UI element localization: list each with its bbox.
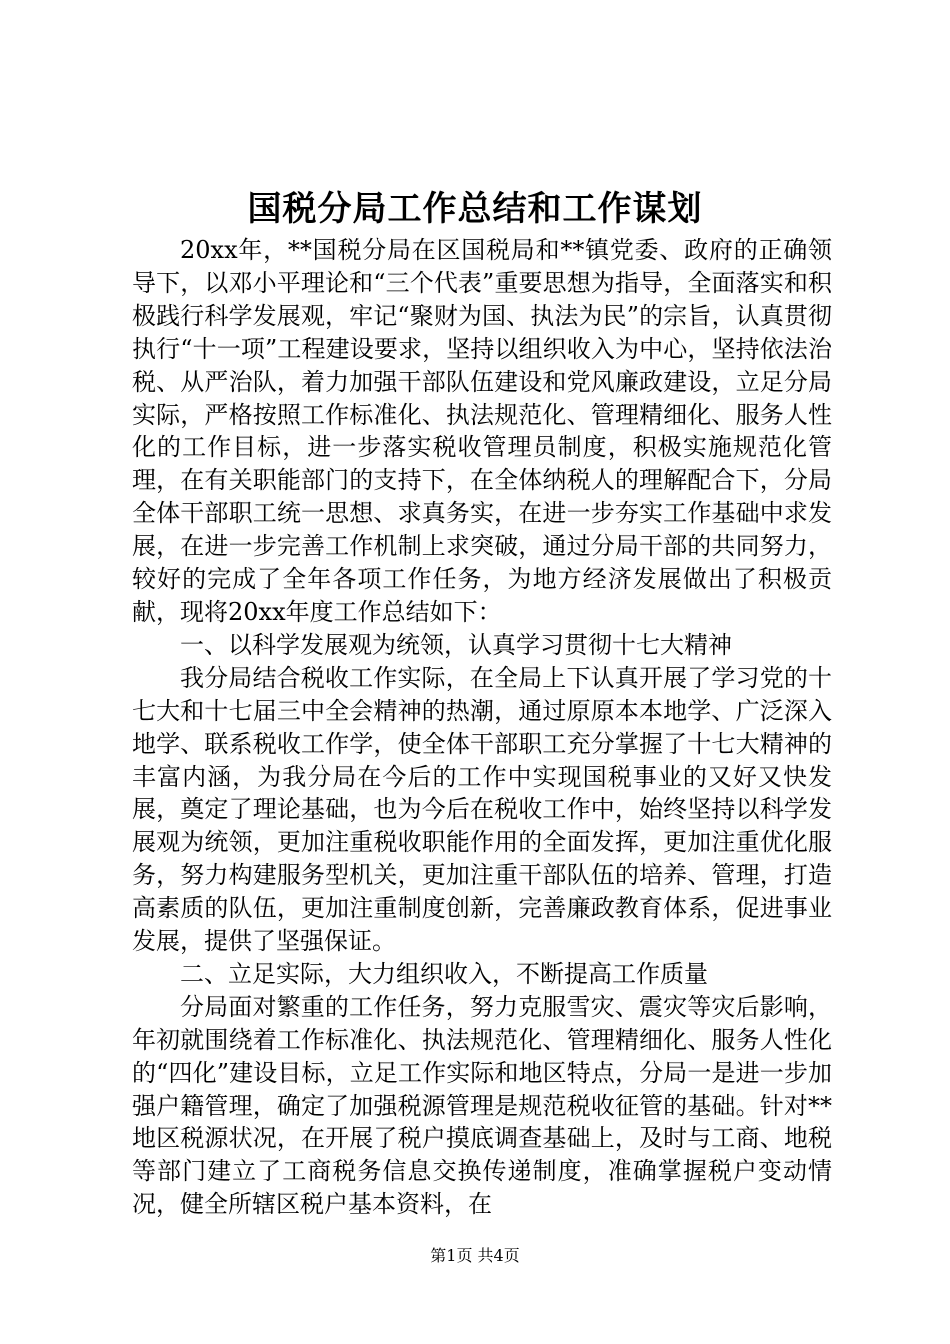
section-heading-1: 一、以科学发展观为统领，认真学习贯彻十七大精神: [180, 630, 732, 659]
paragraph-section-1: 我分局结合税收工作实际，在全局上下认真开展了学习党的十七大和十七届三中全会精神的热潮，通过原原本本地学、广泛深入地学、联系税收工作学，使全体干部职工充分掌握了十七大精神的丰富内涵，为我分局在今后的工作中实现国税事业的又好又快发展，奠定了理论基础，也为今后在税收工作中，始终坚持以科学发展观为统领，更加注重税收职能作用的全面发挥，更加注重优化服务，努力构建服务型机关，更加注重干部队伍的培养、管理，打造高素质的队伍，更加注重制度创新，完善廉政教育体系，促进事业发展，提供了坚强保证。: [132, 663, 832, 956]
page-footer: 第1页 共4页: [430, 1246, 520, 1265]
section-heading-2: 二、立足实际，大力组织收入，不断提高工作质量: [180, 959, 708, 988]
paragraph-intro: 20xx年，**国税分局在区国税局和**镇党委、政府的正确领导下，以邓小平理论和“三个代表”重要思想为指导，全面落实和积极践行科学发展观，牢记“聚财为国、执法为民”的宗旨，认真贯彻执行“十一项”工程建设要求，坚持以组织收入为中心，坚持依法治税、从严治队，着力加强干部队伍建设和党风廉政建设，立足分局实际，严格按照工作标准化、执法规范化、管理精细化、服务人性化的工作目标，进一步落实税收管理员制度，积极实施规范化管理，在有关职能部门的支持下，在全体纳税人的理解配合下，分局全体干部职工统一思想、求真务实，在进一步夯实工作基础中求发展，在进一步完善工作机制上求突破，通过分局干部的共同努力，较好的完成了全年各项工作任务，为地方经济发展做出了积极贡献，现将20xx年度工作总结如下：: [132, 236, 832, 626]
paragraph-section-2: 分局面对繁重的工作任务，努力克服雪灾、震灾等灾后影响，年初就围绕着工作标准化、执法规范化、管理精细化、服务人性化的“四化”建设目标，立足工作实际和地区特点，分局一是进一步加强户籍管理，确定了加强税源管理是规范税收征管的基础。针对**地区税源状况，在开展了税户摸底调查基础上，及时与工商、地税等部门建立了工商税务信息交换传递制度，准确掌握税户变动情况，健全所辖区税户基本资料，在: [132, 992, 832, 1219]
document-body: [132, 234, 832, 1221]
document-title: 国税分局工作总结和工作谋划: [247, 189, 703, 229]
